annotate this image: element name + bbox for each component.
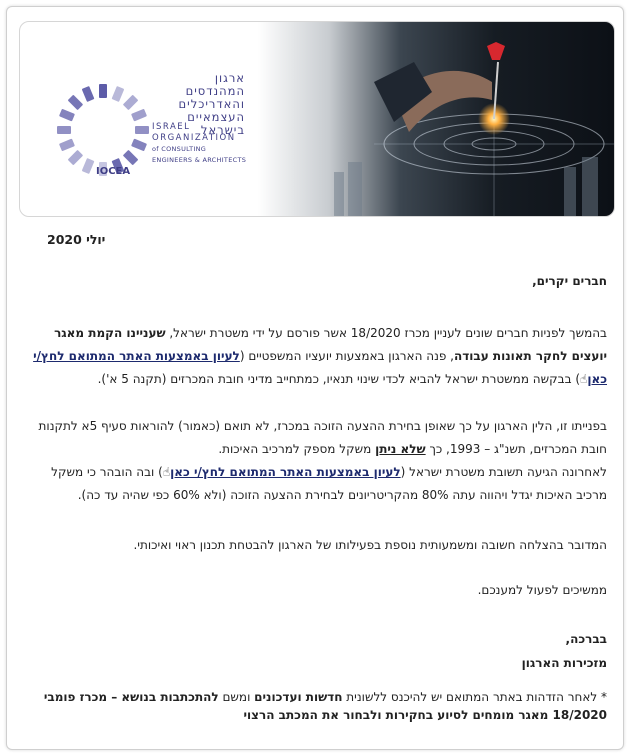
footnote: * לאחר הזדהות באתר המתואם יש להיכנס ללשונית חדשות ועדכונים ומשם להתכתבות בנושא – מכרז פומבי 18/2020 מאגר מומחים לסיוע בחקירות ולבחור את המכתב הרצוי — [43, 690, 607, 722]
email-frame — [6, 6, 624, 750]
paragraph-5: ממשיכים לפעול למענכם. — [477, 583, 607, 597]
dart-target-image — [314, 22, 614, 216]
paragraph-2: בפנייתו זו, הלין הארגון על כך שאופן בחירת ההצעה הזוכה במכרז, לא תואם (כאמור) להוראות סעיף 5א לתקנות חובת המכרזים, תשנ"ג – 1993, כך שלא ניתן משקל מספק למרכיב האיכות. — [38, 419, 607, 456]
header-banner — [19, 21, 615, 217]
paragraph-3: לאחרונה הגיעה תשובת משטרת ישראל (לעיון באמצעות האתר המתואם לחץ/י כאן☝) ובה הובהר כי משקל מרכיב האיכות יגדל ויהווה עתה 80% מהקריטריונים לבחירת ההצעה הזוכה (ולא 60% כפי שהיה עד כה). — [51, 465, 607, 502]
logo-english: ISRAEL ORGANIZATION of CONSULTING ENGINEERS & ARCHITECTS — [152, 122, 247, 164]
pointer-hand-icon: ☝ — [162, 465, 171, 479]
pointer-hand-icon: ☝ — [580, 372, 588, 386]
signature: מזכירות הארגון — [521, 656, 607, 670]
paragraph-1: בהמשך לפניות חברים שונים לעניין מכרז 18/2020 אשר פורסם על ידי משטרת ישראל, שעניינו הקמת מאגר יועצים לחקר תאונות עבודה, פנה הארגון באמצעות יועציו המשפטיים (לעיון באמצעות האתר המתואם לחץ/י כאן☝) בבקשה ממשטרת ישראל להביא לכדי שינוי תנאיו, כמתחייב מדיני חובת המכרזים (תקנה 5 א'). — [33, 326, 607, 386]
letter-date: יולי 2020 — [47, 232, 106, 247]
logo-hebrew: ארגון המהנדסים והאדריכלים העצמאיים בישראל — [178, 71, 245, 137]
greeting: חברים יקרים, — [532, 274, 607, 288]
view-link-2[interactable]: לעיון באמצעות האתר המתואם לחץ/י כאן — [170, 465, 401, 479]
paragraph-4: המדובר בהצלחה חשובה ומשמעותית נוספת בפעילותו של הארגון להבטחת תכנון ראוי ואיכותי. — [133, 538, 607, 552]
logo-abbreviation: IOCEA — [96, 166, 131, 177]
sign-off: בברכה, — [565, 632, 607, 646]
view-link-1[interactable]: לעיון באמצעות האתר המתואם לחץ/י כאן — [33, 349, 607, 386]
